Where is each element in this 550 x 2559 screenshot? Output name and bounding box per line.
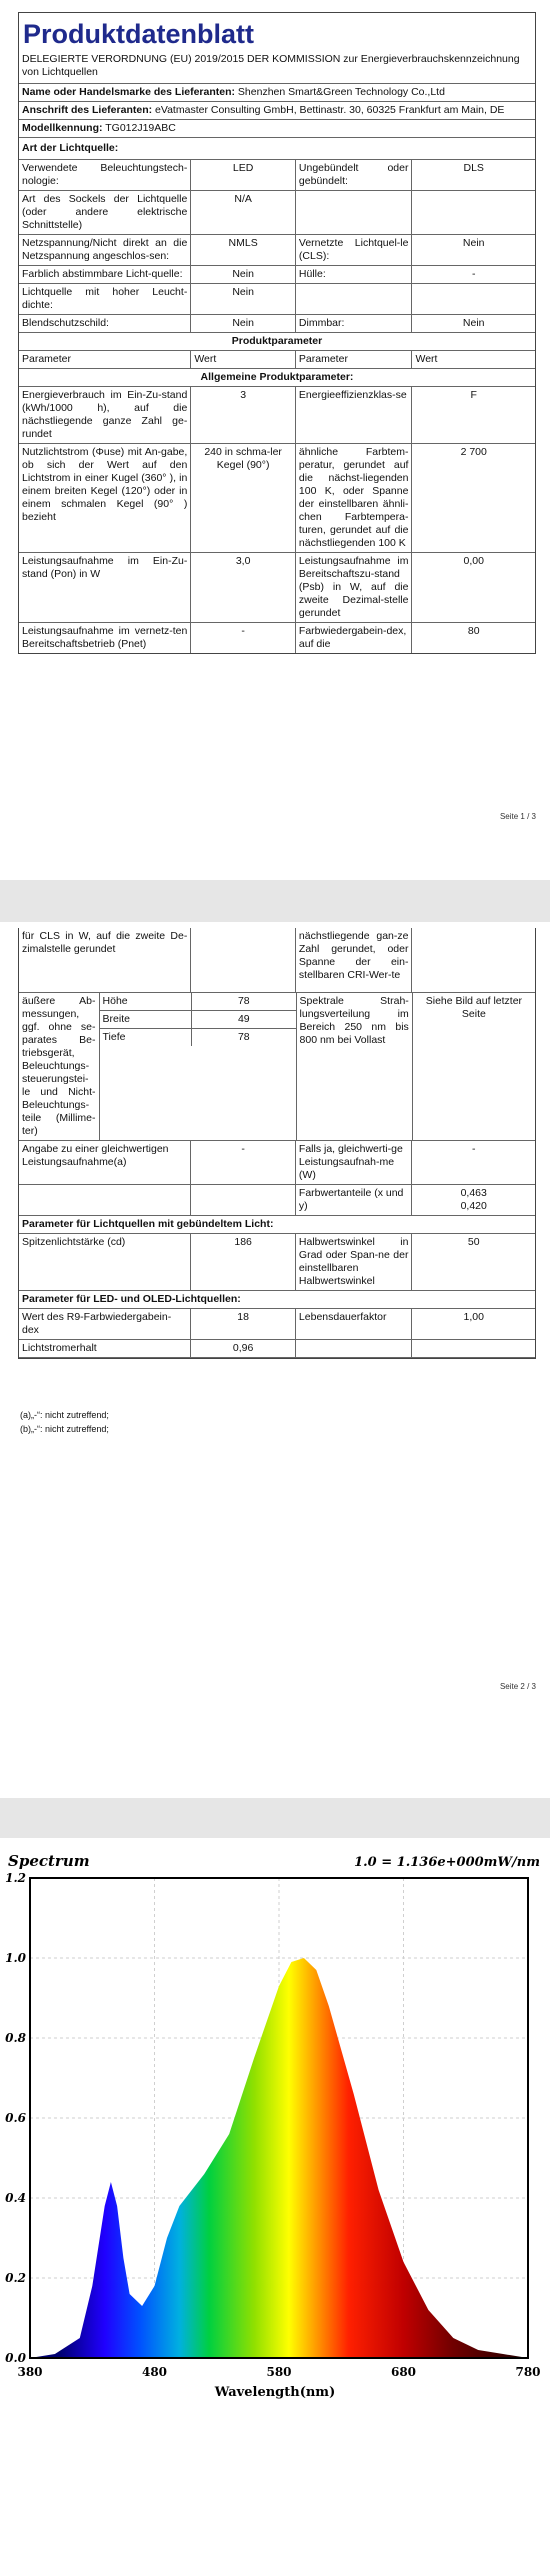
dimension-key: Höhe — [102, 995, 128, 1007]
col-value-header: Wert — [190, 351, 295, 368]
x-tick-label: 580 — [266, 2365, 292, 2379]
dimension-value: 78 — [191, 993, 295, 1010]
equivalent-power-text: Angabe zu einer gleichwertigen Leistungsaufnahme(a) — [22, 1143, 169, 1168]
directional-header: Parameter für Lichtquellen mit gebündeltem Licht: — [22, 1218, 274, 1230]
param-value2-cell: 2 700 — [411, 444, 535, 552]
type-row — [19, 159, 535, 190]
y-tick-label: 1.0 — [5, 1951, 26, 1965]
type-value-cell: Nein — [190, 266, 295, 283]
y-tick-label: 1.2 — [5, 1871, 26, 1885]
supplier-name-row — [19, 84, 535, 101]
page-title: Produktdatenblatt — [23, 19, 255, 49]
datasheet-table-2 — [18, 928, 536, 1359]
param-label2-cell: Energieeffizienzklas-se — [295, 387, 412, 443]
dimension-key: Tiefe — [102, 1031, 126, 1043]
led-header: Parameter für LED- und OLED-Lichtquellen: — [22, 1293, 241, 1305]
type-value2-cell: DLS — [411, 160, 535, 190]
type-row — [19, 265, 535, 283]
y-tick-label: 0.0 — [5, 2351, 26, 2365]
type-label-cell: Art des Sockels der Lichtquelle (oder andere elektrische Schnittstelle) — [22, 193, 188, 231]
type-row — [19, 314, 535, 332]
type-row — [19, 283, 535, 314]
type-label2-cell — [295, 191, 412, 234]
spectral-value: Siehe Bild auf letzter Seite — [412, 993, 535, 1140]
supplier-name-value: Shenzhen Smart&Green Technology Co.,Ltd — [237, 86, 445, 98]
page-2 — [0, 922, 550, 1798]
beam-angle-value: 50 — [411, 1234, 535, 1290]
type-label2-cell: Hülle: — [295, 266, 412, 283]
equivalent-wattage-value: - — [411, 1141, 535, 1184]
param-label2-cell: Leistungsaufnahme im Bereitschaftszu-stand (Psb) in W, auf die zweite Dezimal-stelle gerundet — [295, 553, 412, 622]
cri-continuation: nächstliegende gan-ze Zahl gerundet, oder Spanne der ein-stellbaren CRI-Wer-te — [295, 928, 412, 992]
param-value-cell: 240 in schma-ler Kegel (90°) — [190, 444, 295, 552]
type-value-cell: Nein — [190, 315, 295, 332]
peak-intensity-label: Spitzenlichtstärke (cd) — [22, 1236, 126, 1248]
spectrum-chart — [0, 1838, 550, 2418]
x-tick-label: 780 — [515, 2365, 541, 2379]
regulation-intro: DELEGIERTE VERORDNUNG (EU) 2019/2015 DER KOMMISSION zur Energieverbrauchskennzeichnung von Lichtquellen — [22, 53, 520, 78]
survival-factor-value: 1,00 — [411, 1309, 535, 1339]
param-value2-cell: F — [411, 387, 535, 443]
dimension-row — [100, 993, 296, 1010]
spectrum-svg — [0, 1838, 550, 2418]
dimension-key: Breite — [102, 1013, 130, 1025]
datasheet-table-1 — [18, 12, 536, 654]
equivalent-wattage-label: Falls ja, gleichwerti-ge Leistungsaufnah-me (W) — [295, 1141, 412, 1184]
param-row — [19, 443, 535, 552]
model-value: TG012J19ABC — [105, 122, 176, 134]
param-label-cell: Leistungsaufnahme im Ein-Zu-stand (Pon) in W — [22, 555, 188, 580]
lumen-maintenance-label: Lichtstromerhalt — [22, 1342, 97, 1354]
cri-continuation-value — [411, 928, 535, 992]
peak-intensity-value: 186 — [190, 1234, 295, 1290]
supplier-name-label: Name oder Handelsmarke des Lieferanten: — [22, 86, 235, 98]
param-row — [19, 552, 535, 622]
r9-value: 18 — [190, 1309, 295, 1339]
chart-title: Spectrum — [8, 1852, 90, 1870]
type-label2-cell: Vernetzte Lichtquel-le (CLS): — [295, 235, 412, 265]
type-row — [19, 190, 535, 234]
col-value-header-2: Wert — [411, 351, 535, 368]
col-param-header-2: Parameter — [295, 351, 412, 368]
col-param-header: Parameter — [22, 353, 72, 365]
page-number-1: Seite 1 / 3 — [499, 812, 536, 821]
model-label: Modellkennung: — [22, 122, 103, 134]
spectral-label: Spektrale Strah-lungsverteilung im Bereich 250 nm bis 800 nm bei Vollast — [296, 993, 412, 1140]
type-value2-cell: - — [411, 266, 535, 283]
param-row — [19, 386, 535, 443]
y-tick-label: 0.2 — [5, 2271, 26, 2285]
type-row — [19, 234, 535, 265]
type-label-cell: Netzspannung/Nicht direkt an die Netzspannung angeschlos-sen: — [22, 237, 188, 262]
dimensions-block — [99, 993, 296, 1140]
type-label2-cell: Ungebündelt oder gebündelt: — [295, 160, 412, 190]
dimension-row — [100, 1028, 296, 1046]
param-value-cell: 3,0 — [190, 553, 295, 622]
cls-continuation-value — [190, 928, 295, 992]
cls-continuation: für CLS in W, auf die zweite De-zimalstelle gerundet — [22, 930, 188, 955]
x-tick-label: 480 — [141, 2365, 168, 2379]
param-value-cell: - — [190, 623, 295, 653]
type-label-cell: Farblich abstimmbare Licht-quelle: — [22, 268, 183, 280]
y-tick-label: 0.4 — [5, 2191, 26, 2205]
y-tick-label: 0.6 — [5, 2111, 26, 2125]
type-value2-cell: Nein — [411, 235, 535, 265]
dimension-value: 49 — [191, 1011, 295, 1028]
chroma-empty-a — [19, 1185, 190, 1215]
param-value-cell: 3 — [190, 387, 295, 443]
address-value: eVatmaster Consulting GmbH, Bettinastr. 30, 60325 Frankfurt am Main, DE — [155, 104, 505, 116]
type-value-cell: Nein — [190, 284, 295, 314]
param-label2-cell: Farbwiedergabein-dex, auf die — [295, 623, 412, 653]
type-label-cell: Verwendete Beleuchtungstech-nologie: — [22, 162, 188, 187]
chart-annotation: 1.0 = 1.136e+000mW/nm — [354, 1855, 540, 1870]
chromaticity-label: Farbwertanteile (x und y) — [295, 1185, 412, 1215]
param-label-cell: Nutzlichtstrom (Φuse) mit An-gabe, ob sich der Wert auf den Lichtstrom in einer Kugel (360° ), in einem breiten Kegel (120°) oder in einem schmalen Kegel (90° ) bezieht — [22, 446, 188, 523]
footnote-a: (a)„-“: nicht zutreffend; — [20, 1410, 109, 1420]
y-tick-label: 0.8 — [5, 2031, 26, 2045]
r9-label: Wert des R9-Farbwiedergabein-dex — [22, 1311, 172, 1336]
param-label-cell: Energieverbrauch im Ein-Zu-stand (kWh/1000 h), auf die nächstliegende ganze Zahl ge-rundet — [22, 389, 188, 440]
dimension-value: 78 — [191, 1029, 295, 1046]
page-number-2: Seite 2 / 3 — [499, 1682, 536, 1691]
type-label-cell: Blendschutzschild: — [22, 317, 109, 329]
type-label2-cell — [295, 284, 412, 314]
chroma-empty-b — [190, 1185, 295, 1215]
param-label2-cell: ähnliche Farbtem-peratur, gerundet auf die nächst-liegenden 100 K, oder Spanne der einstellbaren ähnli-chen Farbtempera-turen, gerundet auf die nächstliegenden 100 K — [295, 444, 412, 552]
type-value2-cell — [411, 191, 535, 234]
page-1 — [0, 0, 550, 880]
type-value2-cell — [411, 284, 535, 314]
x-tick-label: 680 — [390, 2365, 417, 2379]
param-label-cell: Leistungsaufnahme im vernetz-ten Bereitschaftsbetrieb (Pnet) — [22, 625, 188, 650]
supplier-address-row — [19, 102, 535, 119]
dimension-row — [100, 1010, 296, 1028]
equivalent-power-label — [19, 1141, 190, 1184]
beam-angle-label: Halbwertswinkel in Grad oder Span-ne der einstellbaren Halbwertswinkel — [295, 1234, 412, 1290]
equivalent-power-value: - — [190, 1141, 295, 1184]
general-params-header: Allgemeine Produktparameter: — [200, 371, 354, 383]
type-label-cell: Lichtquelle mit hoher Leucht-dichte: — [22, 286, 188, 311]
chromaticity-y: 0,420 — [460, 1200, 487, 1212]
type-header: Art der Lichtquelle: — [22, 142, 119, 154]
param-row — [19, 622, 535, 653]
type-label2-cell: Dimmbar: — [295, 315, 412, 332]
footnote-b: (b)„-“: nicht zutreffend; — [20, 1424, 109, 1434]
type-value-cell: N/A — [190, 191, 295, 234]
param-value2-cell: 0,00 — [411, 553, 535, 622]
product-params-header: Produktparameter — [231, 335, 323, 347]
dimensions-label: äußere Ab-messungen, ggf. ohne se-parates Be-triebsgerät, Beleuchtungs-steuerungstei-le und Nicht-Beleuchtungs-teile (Millime-ter) — [22, 995, 96, 1137]
x-axis-label: Wavelength(nm) — [214, 2385, 336, 2400]
chromaticity-values — [411, 1185, 535, 1215]
lumen-maintenance-value: 0,96 — [190, 1340, 295, 1357]
address-label: Anschrift des Lieferanten: — [22, 104, 153, 116]
page-separator — [0, 880, 550, 922]
survival-factor-label: Lebensdauerfaktor — [295, 1309, 412, 1339]
footnotes — [0, 1408, 550, 1436]
type-value-cell: LED — [190, 160, 295, 190]
type-value-cell: NMLS — [190, 235, 295, 265]
param-value2-cell: 80 — [411, 623, 535, 653]
chromaticity-x: 0,463 — [460, 1187, 487, 1199]
model-row — [19, 120, 535, 137]
lumen-empty-d — [411, 1340, 535, 1357]
type-value2-cell: Nein — [411, 315, 535, 332]
lumen-empty-c — [295, 1340, 412, 1357]
page-separator-2 — [0, 1798, 550, 1838]
x-tick-label: 380 — [17, 2365, 43, 2379]
